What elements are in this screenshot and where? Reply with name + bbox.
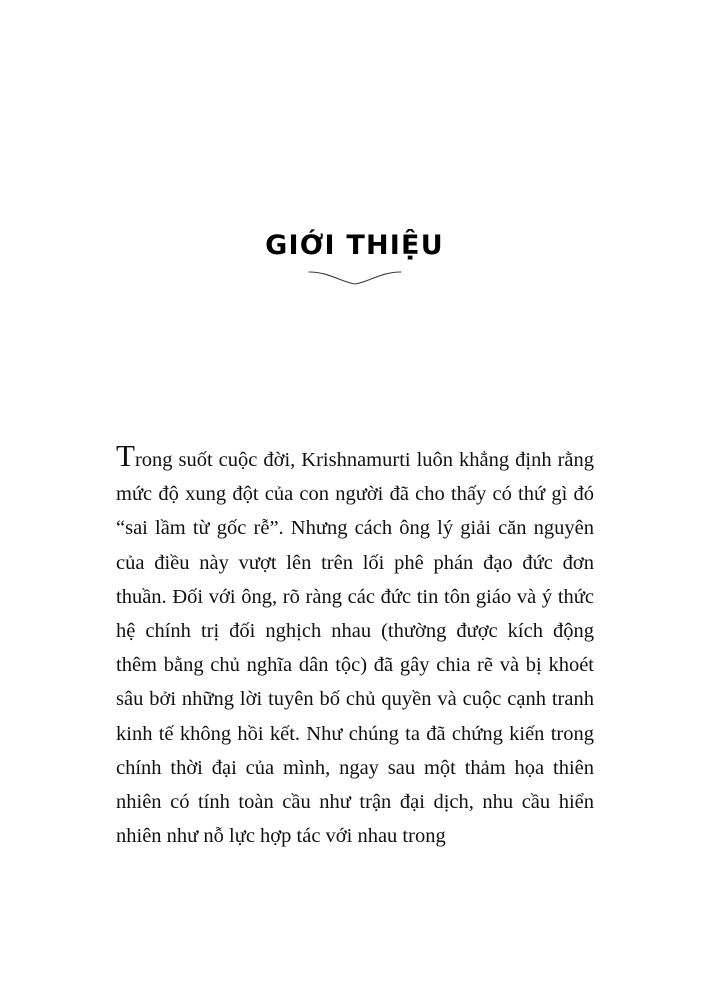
body-paragraph bbox=[116, 440, 594, 853]
drop-cap: T bbox=[116, 438, 135, 473]
leaf-divider-icon bbox=[0, 268, 709, 292]
paragraph-text: rong suốt cuộc đời, Krishnamurti luôn khẳng định rằng mức độ xung đột của con người đã cho thấy có thứ gì đó “sai lầm từ gốc rễ”. Nhưng cách ông lý giải căn nguyên của điều này vượt lên trên lối phê phán đạo đức đơn thuần. Đối với ông, rõ ràng các đức tin tôn giáo và ý thức hệ chính trị đối nghịch nhau (thường được kích động thêm bằng chủ nghĩa dân tộc) đã gây chia rẽ và bị khoét sâu bởi những lời tuyên bố chủ quyền và cuộc cạnh tranh kinh tế không hồi kết. Như chúng ta đã chứng kiến trong chính thời đại của mình, ngay sau một thảm họa thiên nhiên có tính toàn cầu như trận đại dịch, nhu cầu hiển nhiên như nỗ lực hợp tác với nhau trong bbox=[116, 449, 594, 848]
page-title: GIỚI THIỆU bbox=[265, 230, 444, 262]
